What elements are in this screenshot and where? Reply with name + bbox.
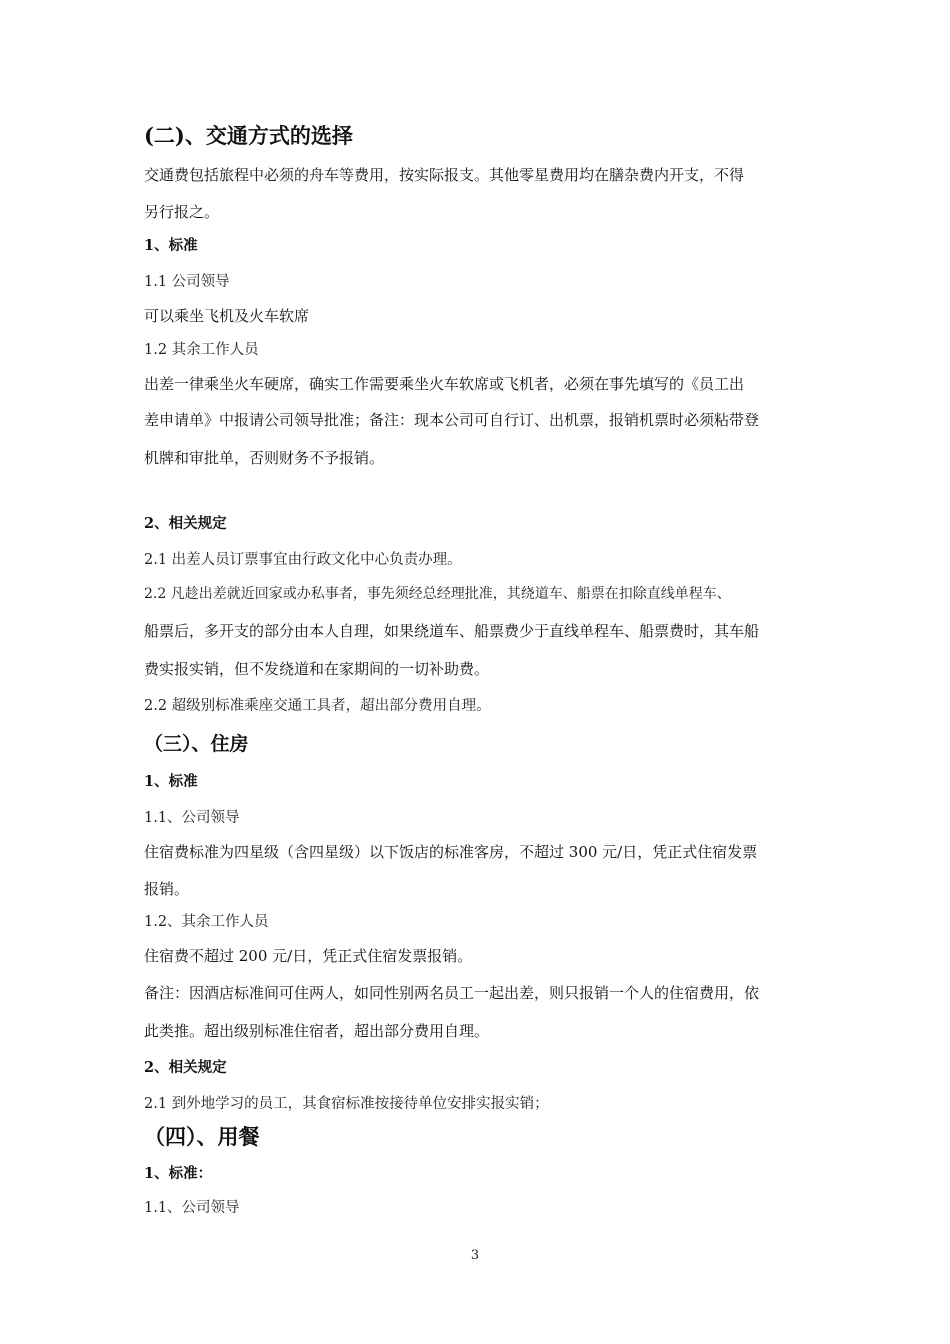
paragraph-line: 2.1 到外地学习的员工，其食宿标准按接待单位安排实报实销； <box>144 1096 549 1112</box>
subheading-others: 1.2、其余工作人员 <box>144 914 269 930</box>
paragraph-line: 2.2 凡趁出差就近回家或办私事者，事先须经总经理批准，其绕道车、船票在扣除直线单程车、 <box>144 586 731 602</box>
paragraph-line: 机牌和审批单，否则财务不予报销。 <box>144 449 385 467</box>
subheading-others: 1.2 其余工作人员 <box>144 342 259 358</box>
paragraph-line: 2.2 超级别标准乘座交通工具者，超出部分费用自理。 <box>144 698 491 714</box>
page-number: 3 <box>470 1248 480 1263</box>
subheading-standard: 1、标准： <box>144 1165 213 1182</box>
paragraph-line: 备注：因酒店标准间可住两人，如同性别两名员工一起出差，则只报销一个人的住宿费用，依 <box>144 984 760 1002</box>
section-title-meals: （四）、用餐 <box>144 1124 260 1149</box>
paragraph-line: 费实报实销，但不发绕道和在家期间的一切补助费。 <box>144 660 490 678</box>
subheading-standard: 1、标准 <box>144 773 198 790</box>
subheading-leaders: 1.1、公司领导 <box>144 1200 240 1216</box>
paragraph-line: 报销。 <box>144 880 190 898</box>
paragraph-line: 交通费包括旅程中必须的舟车等费用，按实际报支。其他零星费用均在膳杂费内开支，不得 <box>144 166 745 184</box>
paragraph-line: 差申请单》中报请公司领导批准；备注：现本公司可自行订、出机票，报销机票时必须粘带登 <box>144 411 760 429</box>
paragraph-line: 出差一律乘坐火车硬席，确实工作需要乘坐火车软席或飞机者，必须在事先填写的《员工出 <box>144 375 745 393</box>
paragraph-line: 住宿费标准为四星级（含四星级）以下饭店的标准客房，不超过 300 元/日，凭正式住宿发票 <box>144 843 758 861</box>
subheading-leaders: 1.1 公司领导 <box>144 274 230 290</box>
subheading-leaders: 1.1、公司领导 <box>144 810 240 826</box>
section-title-transport: (二)、交通方式的选择 <box>144 123 353 148</box>
paragraph-line: 另行报之。 <box>144 203 220 221</box>
paragraph-line: 2.1 出差人员订票事宜由行政文化中心负责办理。 <box>144 552 462 568</box>
subheading-standard: 1、标准 <box>144 237 198 254</box>
subheading-rules: 2、相关规定 <box>144 515 227 532</box>
paragraph-line: 住宿费不超过 200 元/日，凭正式住宿发票报销。 <box>144 947 473 965</box>
paragraph-line: 此类推。超出级别标准住宿者，超出部分费用自理。 <box>144 1022 490 1040</box>
subheading-rules: 2、相关规定 <box>144 1059 227 1076</box>
paragraph-line: 可以乘坐飞机及火车软席 <box>144 307 310 325</box>
paragraph-line: 船票后，多开支的部分由本人自理，如果绕道车、船票费少于直线单程车、船票费时，其车船 <box>144 622 760 640</box>
section-title-housing: （三）、住房 <box>144 733 249 755</box>
